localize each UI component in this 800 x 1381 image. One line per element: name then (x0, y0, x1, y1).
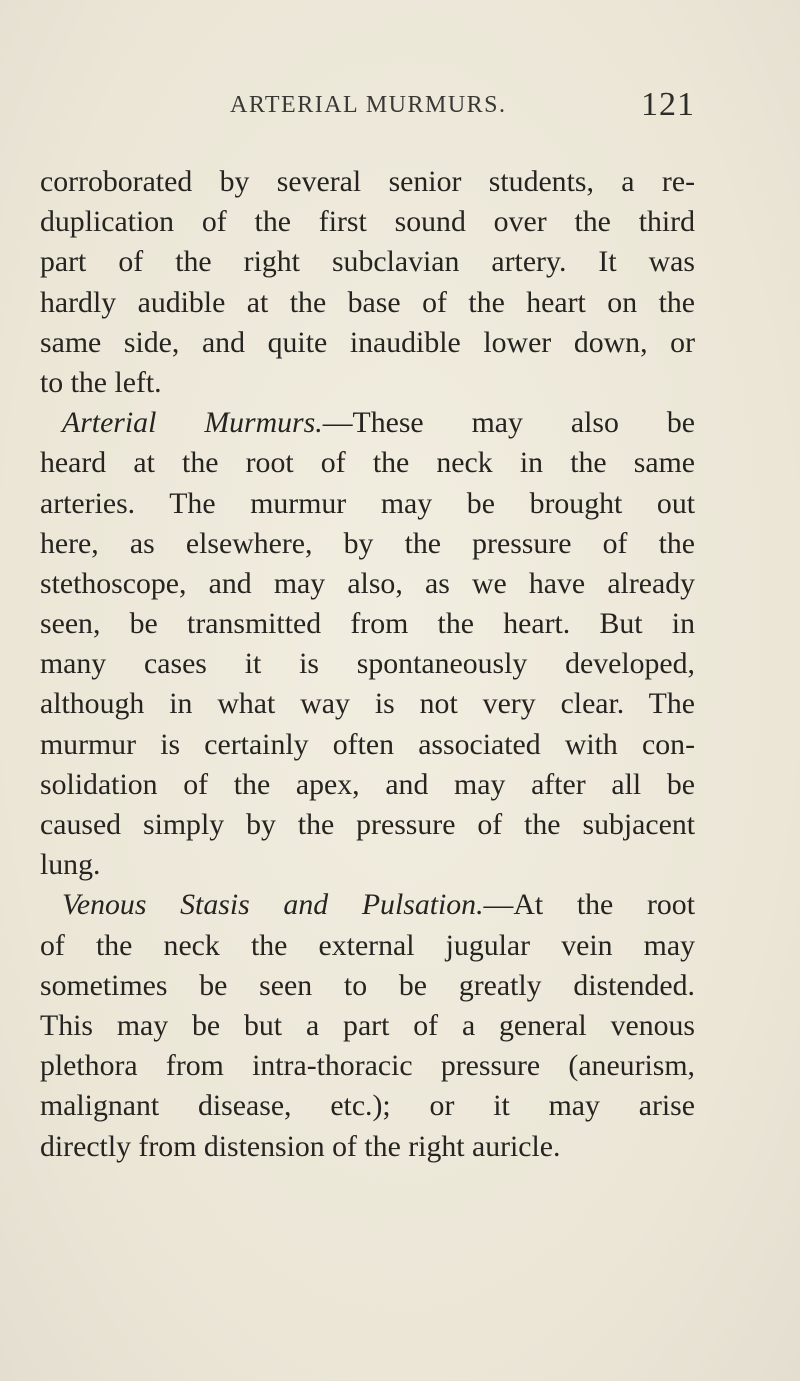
body-text (40, 162, 695, 1167)
text-line: duplication of the first sound over the third (40, 205, 695, 239)
section-heading-arterial-murmurs: Arterial Murmurs. (62, 406, 323, 440)
text-line: stethoscope, and may also, as we have already (40, 566, 695, 600)
text-line: here, as elsewhere, by the pressure of the (40, 526, 695, 560)
running-title: ARTERIAL MURMURS. (230, 92, 507, 118)
paragraph-venous-stasis (40, 885, 695, 1166)
text-line: hardly audible at the base of the heart on the (40, 285, 695, 319)
page-number: 121 (641, 86, 695, 123)
text-line (40, 403, 695, 443)
text-line: solidation of the apex, and may after all be (40, 767, 695, 801)
text-line: This may be but a part of a general venous (40, 1008, 695, 1042)
paragraph-continuation (40, 162, 695, 403)
text-run: —At the root (483, 888, 695, 922)
text-line: sometimes be seen to be greatly distended. (40, 968, 695, 1002)
text-line: plethora from intra-thoracic pressure (aneurism, (40, 1049, 695, 1083)
section-heading-venous-stasis: Venous Stasis and Pulsation. (62, 888, 484, 922)
running-head (40, 86, 695, 126)
text-line: many cases it is spontaneously developed, (40, 647, 695, 681)
text-line: malignant disease, etc.); or it may arise (40, 1089, 695, 1123)
text-line: same side, and quite inaudible lower down, or (40, 325, 695, 359)
text-line: seen, be transmitted from the heart. But in (40, 607, 695, 641)
text-line: directly from distension of the right auricle. (40, 1129, 561, 1163)
text-line: to the left. (40, 365, 162, 399)
text-line: although in what way is not very clear. The (40, 687, 695, 721)
text-run: —These may also be (322, 406, 695, 440)
text-line (40, 885, 695, 925)
text-line: lung. (40, 848, 101, 882)
text-line: caused simply by the pressure of the subjacent (40, 808, 695, 841)
text-line: part of the right subclavian artery. It was (40, 245, 695, 279)
text-line: corroborated by several senior students, a re- (40, 165, 695, 198)
text-line: heard at the root of the neck in the same (40, 446, 695, 480)
text-line: arteries. The murmur may be brought out (40, 486, 695, 520)
text-line: of the neck the external jugular vein may (40, 928, 695, 962)
text-line: murmur is certainly often associated with con- (40, 727, 695, 761)
paragraph-arterial-murmurs (40, 403, 695, 885)
